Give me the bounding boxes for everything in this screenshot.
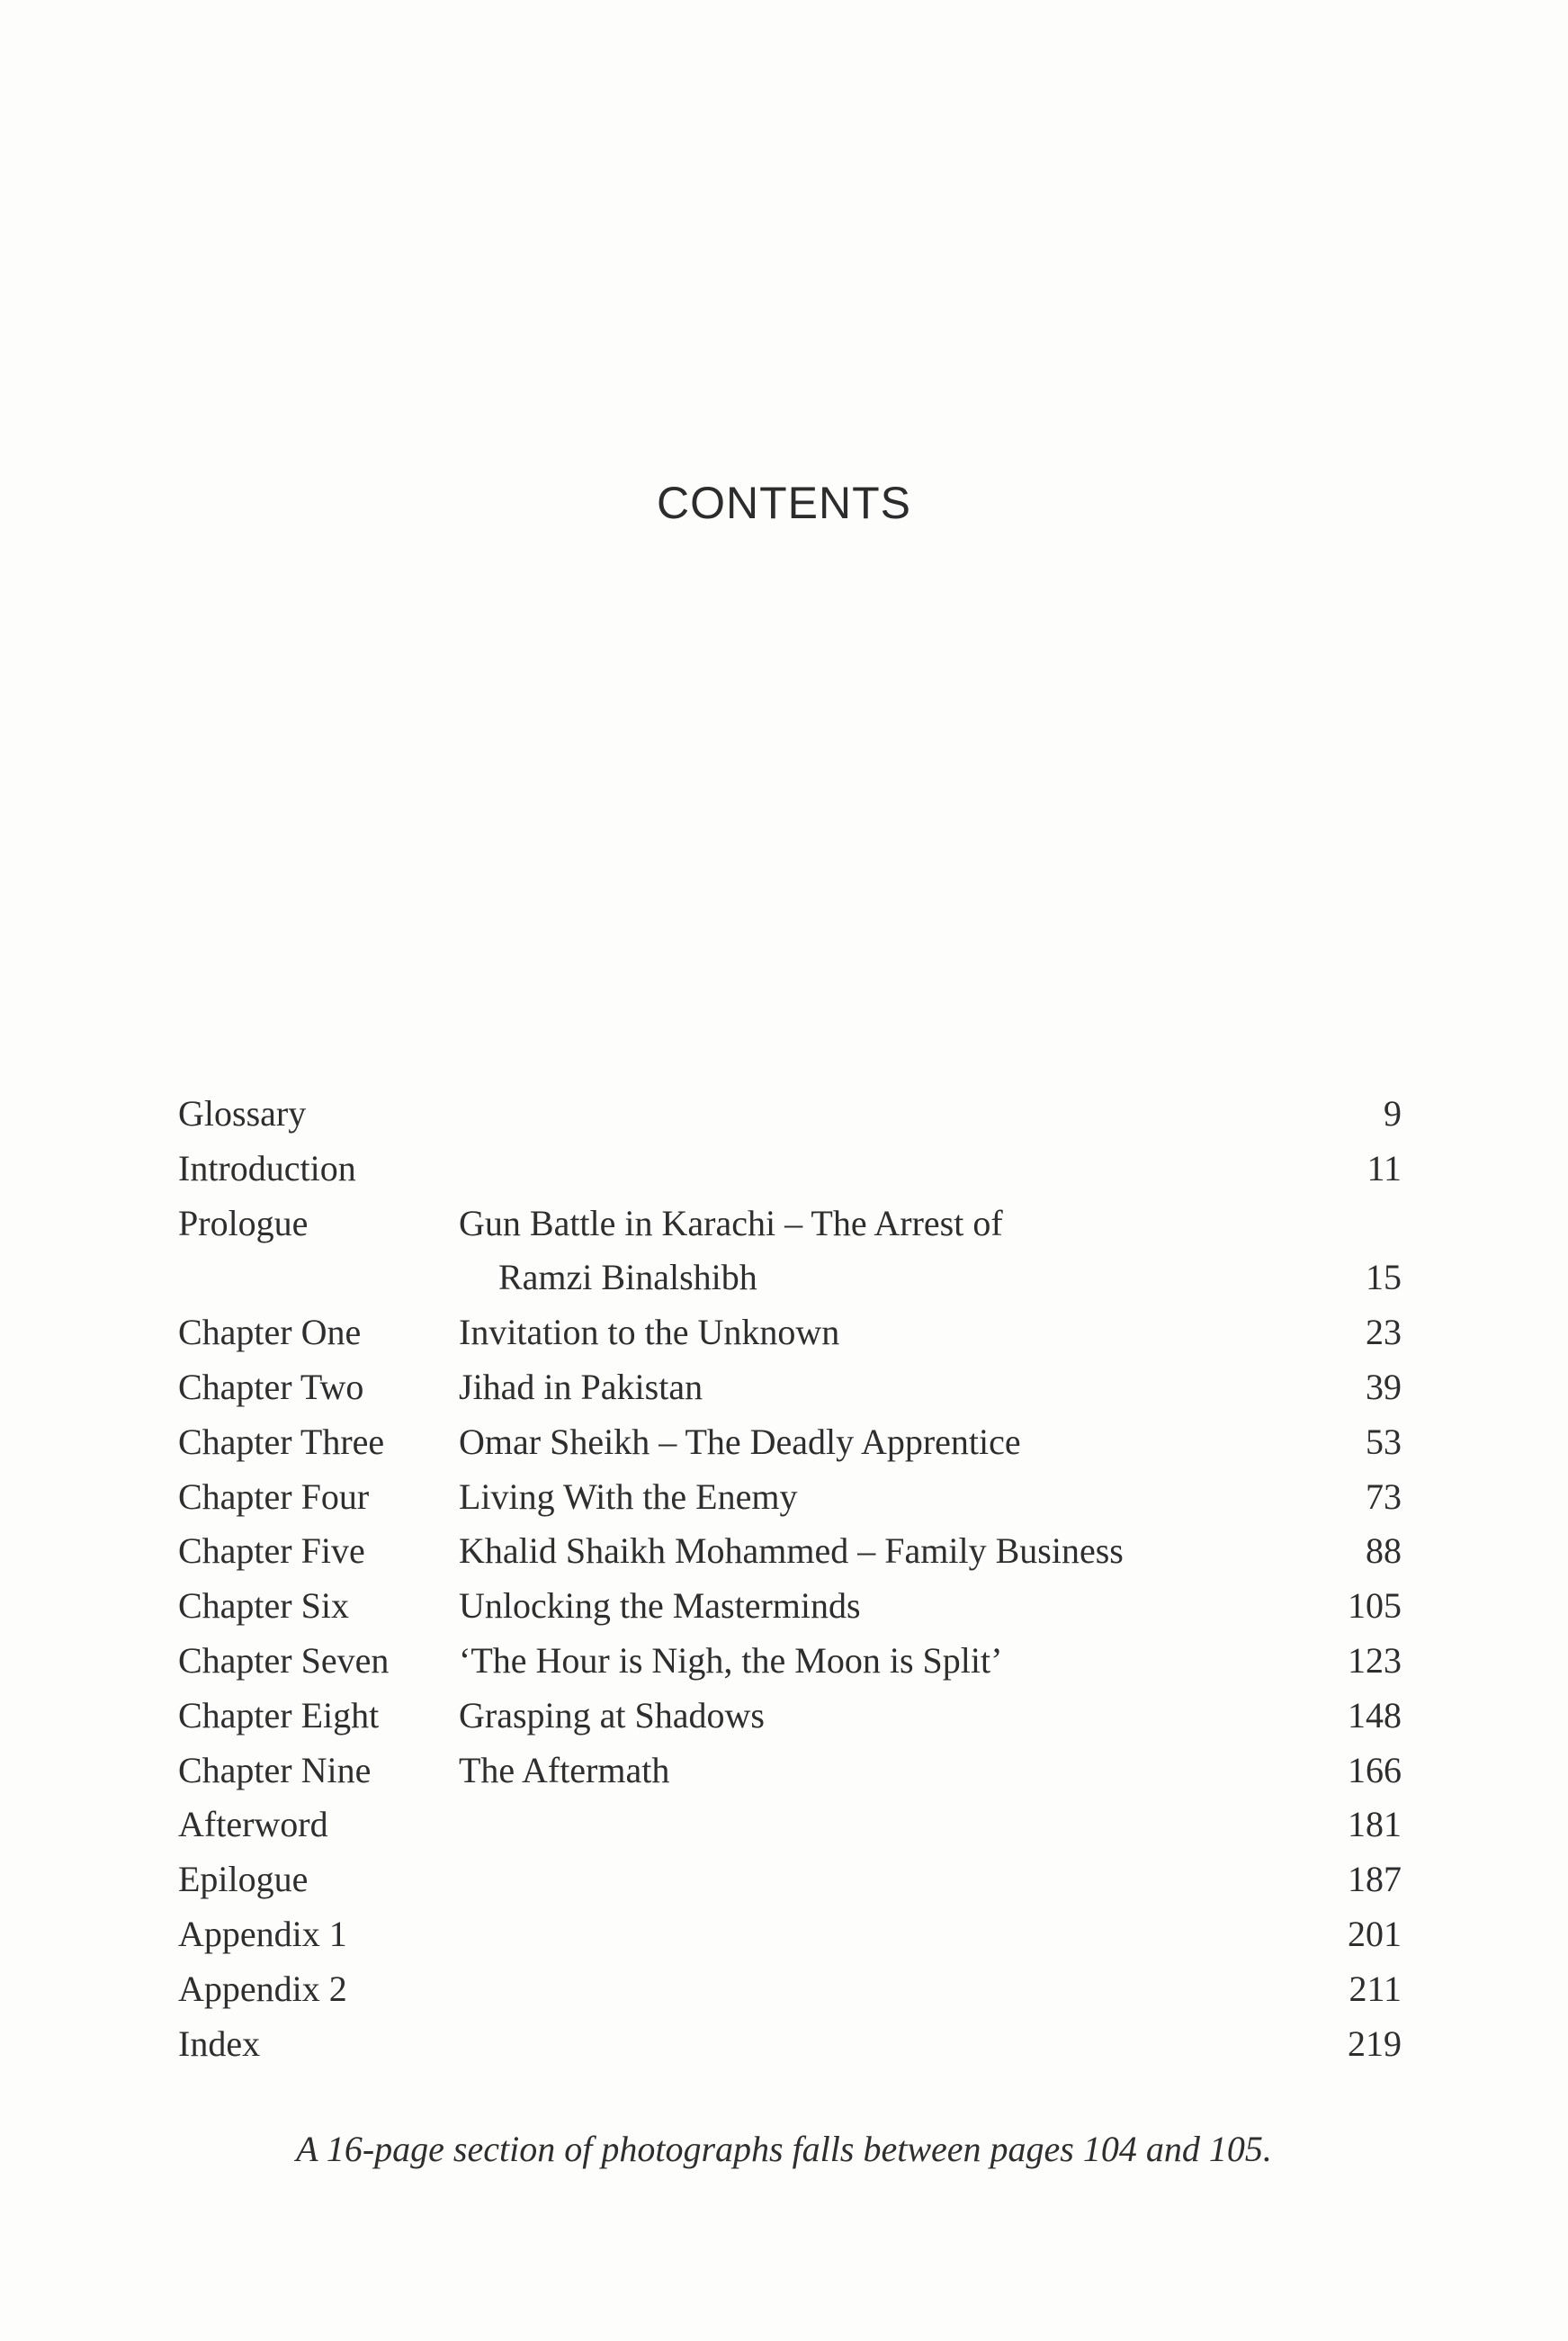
toc-entry-chapter-three[interactable] [178, 1415, 1402, 1470]
toc-label: Chapter Four [178, 1475, 370, 1517]
toc-title: Invitation to the Unknown [459, 1312, 840, 1353]
toc-title: Jihad in Pakistan [459, 1366, 703, 1407]
toc-title-continuation: Ramzi Binalshibh [498, 1257, 757, 1298]
toc-label: Epilogue [178, 1859, 309, 1900]
toc-page-number: 181 [1348, 1804, 1402, 1845]
toc-entry-afterword[interactable] [178, 1798, 1402, 1852]
toc-label: Glossary [178, 1093, 307, 1134]
toc-label: Chapter Two [178, 1366, 364, 1407]
toc-label: Chapter Five [178, 1530, 365, 1572]
toc-page-number: 166 [1348, 1749, 1402, 1790]
toc-label: Introduction [178, 1147, 356, 1188]
toc-page-number: 9 [1384, 1093, 1402, 1134]
toc-title: Khalid Shaikh Mohammed – Family Business [459, 1530, 1124, 1572]
toc-label: Prologue [178, 1202, 309, 1243]
toc-entry-appendix-1[interactable] [178, 1907, 1402, 1962]
photo-section-note: A 16-page section of photographs falls between pages 104 and 105. [296, 2129, 1272, 2169]
toc-page-number: 88 [1366, 1530, 1402, 1572]
toc-label: Chapter Eight [178, 1694, 380, 1736]
toc-page-number: 187 [1348, 1859, 1402, 1900]
toc-entry-chapter-seven[interactable] [178, 1634, 1402, 1689]
toc-page-number: 219 [1348, 2023, 1402, 2064]
toc-title: Unlocking the Masterminds [459, 1585, 861, 1627]
toc-label: Chapter Six [178, 1585, 349, 1627]
toc-page-number: 148 [1348, 1694, 1402, 1736]
toc-entry-chapter-one[interactable] [178, 1305, 1402, 1360]
toc-label: Chapter Three [178, 1421, 385, 1462]
toc-page-number: 211 [1348, 1968, 1402, 2009]
toc-entry-prologue[interactable] [178, 1197, 1402, 1306]
toc-title: Omar Sheikh – The Deadly Apprentice [459, 1421, 1021, 1462]
page-title: CONTENTS [657, 478, 911, 528]
toc-entry-index[interactable] [178, 2017, 1402, 2072]
toc-entry-appendix-2[interactable] [178, 1962, 1402, 2017]
toc-entry-chapter-eight[interactable] [178, 1689, 1402, 1744]
toc-page-number: 11 [1366, 1147, 1402, 1188]
toc-page-number: 53 [1366, 1421, 1402, 1462]
toc-title: Living With the Enemy [459, 1475, 798, 1517]
toc-entry-glossary[interactable] [178, 1087, 1402, 1142]
toc-title: ‘The Hour is Nigh, the Moon is Split’ [459, 1639, 1003, 1681]
toc-page-number: 23 [1366, 1312, 1402, 1353]
toc-entry-epilogue[interactable] [178, 1852, 1402, 1907]
toc-label: Chapter One [178, 1312, 362, 1353]
toc-page-number: 73 [1366, 1475, 1402, 1517]
toc-label: Appendix 2 [178, 1968, 347, 2009]
toc-label: Appendix 1 [178, 1913, 347, 1954]
toc-title-line: Gun Battle in Karachi – The Arrest of [459, 1202, 1003, 1243]
toc-page-number: 15 [1366, 1257, 1402, 1298]
toc-page-number: 123 [1348, 1639, 1402, 1681]
toc-entry-chapter-five[interactable] [178, 1524, 1402, 1579]
toc-entry-chapter-two[interactable] [178, 1360, 1402, 1415]
toc-entry-chapter-four[interactable] [178, 1470, 1402, 1525]
toc-title [459, 1197, 1223, 1306]
toc-label: Chapter Nine [178, 1749, 372, 1790]
toc-label: Index [178, 2023, 261, 2064]
toc-page-number: 105 [1348, 1585, 1402, 1627]
toc-label: Chapter Seven [178, 1639, 390, 1681]
toc-page-number: 39 [1366, 1366, 1402, 1407]
toc-title: Grasping at Shadows [459, 1694, 765, 1736]
toc-label: Afterword [178, 1804, 328, 1845]
toc-page-number: 201 [1348, 1913, 1402, 1954]
toc-entry-chapter-six[interactable] [178, 1579, 1402, 1634]
toc-entry-introduction[interactable] [178, 1142, 1402, 1197]
table-of-contents [178, 1087, 1402, 2071]
toc-title: The Aftermath [459, 1749, 670, 1790]
toc-entry-chapter-nine[interactable] [178, 1744, 1402, 1798]
